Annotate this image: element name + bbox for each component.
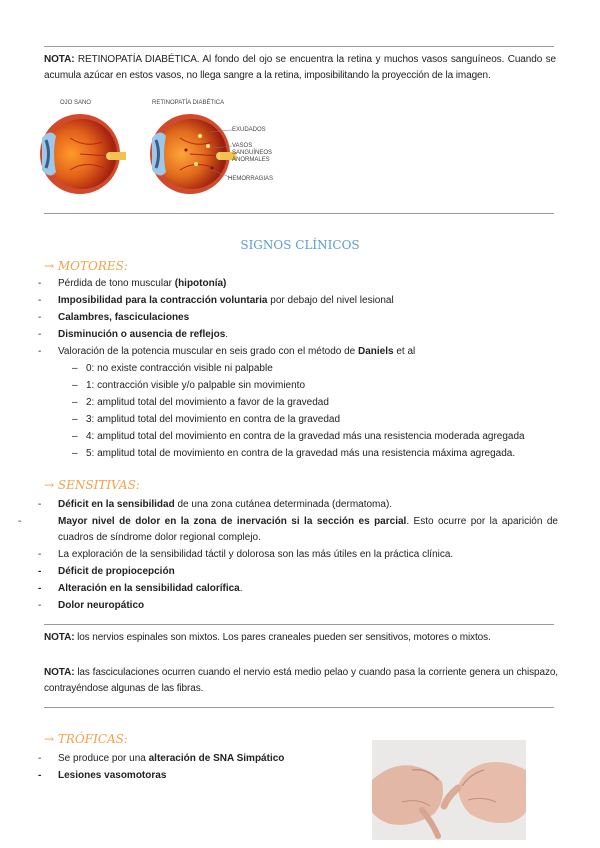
nota-label: NOTA: — [44, 54, 75, 65]
divider-nota2 — [44, 624, 554, 625]
troficas-title: → TRÓFICAS: — [44, 732, 128, 746]
divider-after-figure — [44, 213, 554, 214]
nota-fasciculaciones — [44, 665, 558, 697]
annot-exudados: EXUDADOS — [232, 127, 266, 133]
nota-nervios — [44, 630, 556, 646]
troficas-item: - Se produce por una alteración de SNA Simpático — [38, 753, 285, 764]
troficas-item: - Lesiones vasomotoras — [38, 770, 167, 781]
sensitivas-item: - Mayor nivel de dolor en la zona de inervación si la sección es parcial. Esto ocurre por la aparición de cuadros de síndrome dolor regional complejo. — [18, 516, 558, 543]
hands-illustration — [372, 740, 526, 840]
motores-item: - Valoración de la potencia muscular en seis grado con el método de Daniels et al — [38, 346, 416, 357]
nota-text: los nervios espinales son mixtos. Los pares craneales pueden ser sensitivos, motores o mixtos. — [74, 632, 491, 643]
nota-text: las fasciculaciones ocurren cuando el nervio está medio pelao y cuando pasa la corriente genera un chispazo, contrayéndose algunas de las fibras. — [44, 667, 558, 694]
nota-label: NOTA: — [44, 632, 75, 643]
hands-photo — [372, 740, 526, 840]
nota-label: NOTA: — [44, 667, 75, 678]
daniels-grade: – 3: amplitud total del movimiento en contra de la gravedad — [72, 414, 341, 425]
section-title: SIGNOS CLÍNICOS — [240, 238, 360, 252]
daniels-grade: – 2: amplitud total del movimiento a favor de la gravedad — [72, 397, 329, 408]
motores-item: - Pérdida de tono muscular (hipotonía) — [38, 278, 227, 289]
daniels-grade: – 1: contracción visible y/o palpable sin movimiento — [72, 380, 305, 391]
annot-hemorragias: HEMORRAGIAS — [228, 176, 274, 182]
daniels-grade: – 4: amplitud total del movimiento en contra de la gravedad más una resistencia moderada agregada — [72, 431, 525, 442]
motores-title: → MOTORES: — [44, 259, 128, 273]
motores-item: - Calambres, fasciculaciones — [38, 312, 190, 323]
eye-label-healthy: OJO SANO — [60, 100, 92, 106]
motores-item: - Imposibilidad para la contracción voluntaria por debajo del nivel lesional — [38, 295, 394, 306]
sensitivas-item: - Déficit en la sensibilidad de una zona cutánea determinada (dermatoma). — [38, 499, 393, 510]
daniels-grade: – 5: amplitud total de movimiento en contra de la gravedad más una resistencia máxima agregada. — [72, 448, 516, 459]
motores-item: - Disminución o ausencia de reflejos. — [38, 329, 229, 340]
sensitivas-title: → SENSITIVAS: — [44, 478, 140, 492]
annot-vasos: VASOS SANGUÍNEOS ANORMALES — [232, 143, 273, 163]
top-divider — [44, 46, 554, 47]
nota-text: RETINOPATÍA DIABÉTICA. Al fondo del ojo se encuentra la retina y muchos vasos sanguíneos. Cuando se acumula azúcar en estos vasos, no llega sangre a la retina, imposibilitando la proyección de la imagen. — [44, 54, 556, 81]
sensitivas-item: - Alteración en la sensibilidad calorífica. — [38, 583, 243, 594]
sensitivas-item: - La exploración de la sensibilidad táctil y dolorosa son las más útiles en la práctica clínica. — [38, 549, 454, 560]
daniels-grade: – 0: no existe contracción visible ni palpable — [72, 363, 273, 374]
eye-figure — [40, 98, 280, 198]
divider-troficas — [44, 707, 554, 708]
sensitivas-item: - Déficit de propiocepción — [38, 566, 175, 577]
nota-retinopatia — [44, 52, 556, 84]
sensitivas-item: - Dolor neuropático — [38, 600, 145, 611]
eye-label-retinopathy: RETINOPATÍA DIABÉTICA — [152, 100, 225, 106]
